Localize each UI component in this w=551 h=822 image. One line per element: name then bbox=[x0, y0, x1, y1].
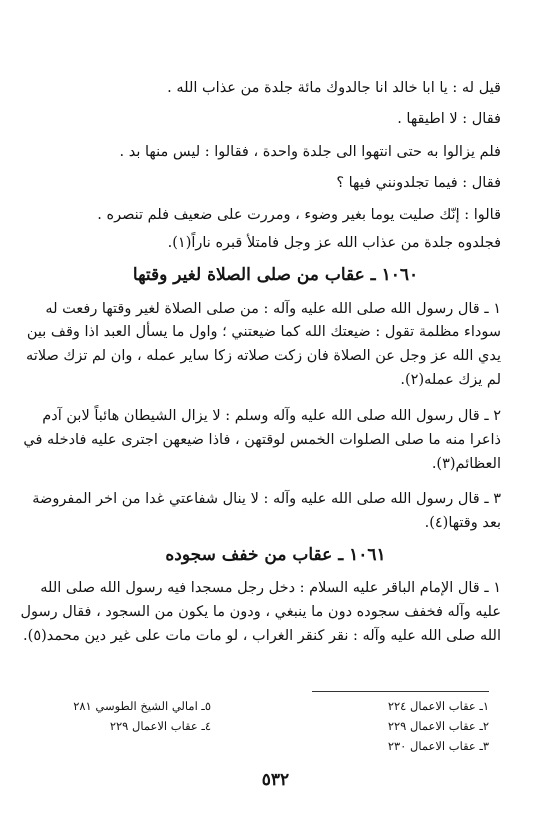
opening-line-6: فجلدوه جلدة من عذاب الله عز وجل فامتلأ قبره ناراً(١). bbox=[167, 235, 501, 251]
section2-line-2: عليه وآله فخفف سجوده دون ما ينبغي ، ودون ما يكون من السجود ، فقال رسول bbox=[20, 604, 501, 620]
page-number: ٥٣٢ bbox=[261, 770, 290, 790]
section-heading-1060: ١٠٦٠ ـ عقاب من صلى الصلاة لغير وقتها bbox=[132, 265, 419, 285]
section2-line-3: الله صلى الله عليه وآله : نقر كنقر الغراب ، لو مات مات على غير دين محمد(٥). bbox=[23, 628, 501, 644]
opening-line-5: قالوا : إنّك صليت يوما بغير وضوء ، ومررت على ضعيف فلم تنصره . bbox=[97, 207, 501, 223]
section1-line-6: ذاعرا منه ما صلى الصلوات الخمس لوقتهن ، فاذا ضيعهن اجترى عليه فادخله في bbox=[23, 432, 501, 448]
section1-line-9: بعد وقتها(٤). bbox=[424, 515, 501, 531]
section1-line-2: سوداء مظلمة تقول : ضيعتك الله كما ضيعتني ؛ واول ما يسأل العبد اذا وقف بين bbox=[26, 324, 501, 340]
section1-line-3: يدي الله عز وجل عن الصلاة فان زكت صلاته زكا ساير عمله ، وان لم تزك صلاته bbox=[26, 348, 501, 364]
section1-line-5: ٢ ـ قال رسول الله صلى الله عليه وآله وسلم : لا يزال الشيطان هائباً لابن آدم bbox=[42, 408, 501, 424]
section1-line-8: ٣ ـ قال رسول الله صلى الله عليه وآله : لا ينال شفاعتي غدا من اخر المفروضة bbox=[32, 491, 501, 507]
section1-line-7: العظائم(٣). bbox=[431, 456, 501, 472]
section1-line-1: ١ ـ قال رسول الله صلى الله عليه وآله : من صلى الصلاة لغير وقتها رفعت له bbox=[45, 301, 501, 317]
footnote-3: ٣ـ عقاب الاعمال ٢٣٠ bbox=[387, 739, 489, 753]
footnote-2: ٢ـ عقاب الاعمال ٢٢٩ bbox=[387, 719, 489, 733]
section1-line-4: لم يزك عمله(٢). bbox=[400, 372, 501, 388]
opening-line-2: فقال : لا اطيقها . bbox=[397, 111, 501, 127]
footnote-separator bbox=[312, 691, 489, 692]
section2-line-1: ١ ـ قال الإمام الباقر عليه السلام : دخل رجل مسجدا فيه رسول الله صلى الله bbox=[40, 580, 501, 596]
section-heading-1061: ١٠٦١ ـ عقاب من خفف سجوده bbox=[165, 545, 386, 565]
opening-line-3: فلم يزالوا به حتى انتهوا الى جلدة واحدة ، فقالوا : ليس منها بد . bbox=[119, 144, 501, 160]
footnote-1: ١ـ عقاب الاعمال ٢٢٤ bbox=[387, 699, 489, 713]
footnote-4: ٤ـ عقاب الاعمال ٢٢٩ bbox=[109, 719, 211, 733]
opening-line-1: قيل له : يا ابا خالد انا جالدوك مائة جلدة من عذاب الله . bbox=[167, 80, 501, 96]
opening-line-4: فقال : فيما تجلدونني فيها ؟ bbox=[336, 175, 501, 191]
footnote-5: ٥ـ امالي الشيخ الطوسي ٢٨١ bbox=[73, 699, 211, 713]
